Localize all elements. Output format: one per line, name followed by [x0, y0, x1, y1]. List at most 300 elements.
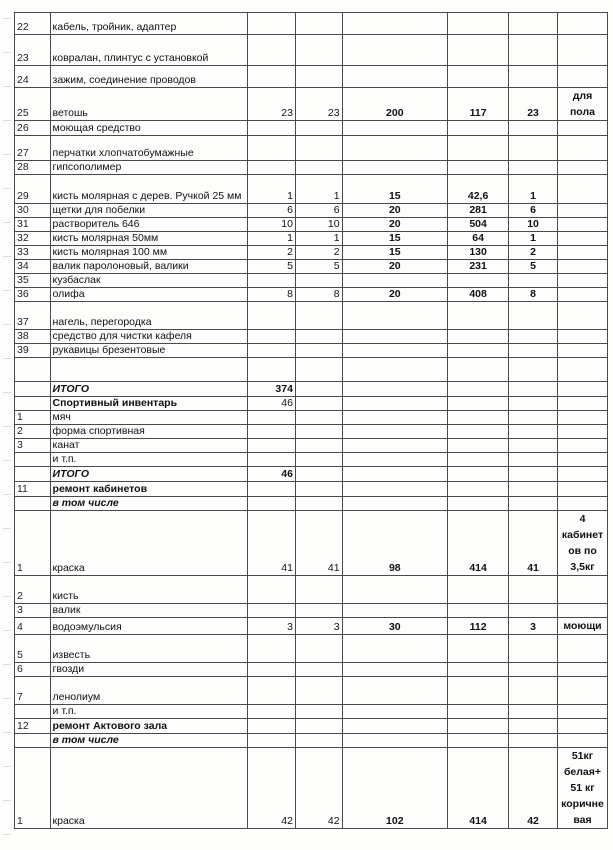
quantity-cell: [248, 411, 296, 425]
quantity-2-cell: [295, 663, 342, 677]
count-cell: 5: [509, 260, 558, 274]
item-name-cell: валик паролоновый, валики: [50, 260, 248, 274]
note-cell: для пола: [557, 88, 607, 121]
table-row: [15, 425, 608, 439]
quantity-cell: 5: [248, 260, 296, 274]
count-cell: [509, 382, 558, 397]
quantity-2-cell: [295, 497, 342, 511]
amount-cell: [448, 705, 509, 719]
binding-edge-marks: [3, 0, 11, 850]
price-cell: 20: [342, 288, 447, 302]
note-cell: [557, 734, 607, 748]
row-number-cell: 28: [15, 161, 51, 175]
row-number-cell: 35: [15, 274, 51, 288]
row-number-cell: 37: [15, 302, 51, 330]
quantity-2-cell: [295, 274, 342, 288]
note-cell: [557, 302, 607, 330]
count-cell: [509, 136, 558, 161]
price-cell: [342, 439, 447, 453]
quantity-2-cell: [295, 604, 342, 618]
table-row: [15, 232, 608, 246]
item-name-cell: мяч: [50, 411, 248, 425]
quantity-2-cell: [295, 425, 342, 439]
item-name-cell: перчатки хлопчатобумажные: [50, 136, 248, 161]
table-row: [15, 274, 608, 288]
count-cell: [509, 677, 558, 705]
price-cell: 30: [342, 618, 447, 635]
note-cell: [557, 635, 607, 663]
note-cell: [557, 397, 607, 411]
count-cell: [509, 604, 558, 618]
note-cell: [557, 467, 607, 482]
row-number-cell: 30: [15, 204, 51, 218]
item-name-cell: и т.п.: [50, 705, 248, 719]
row-number-cell: 23: [15, 35, 51, 66]
note-cell: [557, 35, 607, 66]
price-cell: [342, 677, 447, 705]
row-number-cell: [15, 453, 51, 467]
count-cell: [509, 663, 558, 677]
item-name-cell: [50, 358, 248, 382]
table-row: [15, 66, 608, 88]
quantity-2-cell: [295, 719, 342, 734]
row-number-cell: 6: [15, 663, 51, 677]
row-number-cell: 7: [15, 677, 51, 705]
quantity-2-cell: [295, 439, 342, 453]
quantity-cell: 8: [248, 288, 296, 302]
note-cell: [557, 453, 607, 467]
table-row: [15, 330, 608, 344]
quantity-cell: [248, 121, 296, 136]
quantity-cell: [248, 482, 296, 497]
table-row: [15, 748, 608, 829]
price-cell: [342, 482, 447, 497]
note-cell: [557, 677, 607, 705]
row-number-cell: 3: [15, 439, 51, 453]
item-name-cell: краска: [50, 511, 248, 576]
price-cell: 20: [342, 218, 447, 232]
quantity-2-cell: [295, 35, 342, 66]
amount-cell: 408: [448, 288, 509, 302]
note-cell: [557, 288, 607, 302]
count-cell: [509, 467, 558, 482]
table-row: [15, 635, 608, 663]
table-row: [15, 88, 608, 121]
amount-cell: [448, 453, 509, 467]
count-cell: 23: [509, 88, 558, 121]
count-cell: [509, 635, 558, 663]
note-cell: [557, 497, 607, 511]
item-name-cell: кисть молярная 100 мм: [50, 246, 248, 260]
quantity-cell: [248, 677, 296, 705]
row-number-cell: [15, 734, 51, 748]
price-cell: [342, 467, 447, 482]
amount-cell: [448, 330, 509, 344]
row-number-cell: 38: [15, 330, 51, 344]
quantity-2-cell: 41: [295, 511, 342, 576]
note-cell: [557, 663, 607, 677]
row-number-cell: 24: [15, 66, 51, 88]
count-cell: [509, 705, 558, 719]
item-name-cell: кабель, тройник, адаптер: [50, 13, 248, 35]
row-number-cell: [15, 705, 51, 719]
price-cell: [342, 497, 447, 511]
estimate-table: [14, 12, 608, 829]
note-cell: [557, 161, 607, 175]
item-name-cell: ИТОГО: [50, 382, 248, 397]
count-cell: [509, 161, 558, 175]
amount-cell: [448, 35, 509, 66]
table-row: [15, 161, 608, 175]
item-name-cell: кисть молярная с дерев. Ручкой 25 мм: [50, 175, 248, 204]
price-cell: [342, 358, 447, 382]
price-cell: 102: [342, 748, 447, 829]
price-cell: 20: [342, 204, 447, 218]
amount-cell: [448, 734, 509, 748]
price-cell: [342, 302, 447, 330]
amount-cell: [448, 397, 509, 411]
item-name-cell: нагель, перегородка: [50, 302, 248, 330]
price-cell: [342, 136, 447, 161]
row-number-cell: 11: [15, 482, 51, 497]
row-number-cell: [15, 497, 51, 511]
quantity-2-cell: 6: [295, 204, 342, 218]
quantity-cell: [248, 497, 296, 511]
table-row: [15, 397, 608, 411]
item-name-cell: канат: [50, 439, 248, 453]
row-number-cell: 25: [15, 88, 51, 121]
price-cell: [342, 330, 447, 344]
item-name-cell: в том числе: [50, 734, 248, 748]
note-cell: [557, 66, 607, 88]
quantity-2-cell: [295, 66, 342, 88]
amount-cell: 42,6: [448, 175, 509, 204]
amount-cell: [448, 382, 509, 397]
table-row: [15, 411, 608, 425]
count-cell: [509, 344, 558, 358]
row-number-cell: 26: [15, 121, 51, 136]
price-cell: [342, 397, 447, 411]
count-cell: 10: [509, 218, 558, 232]
price-cell: [342, 604, 447, 618]
note-cell: [557, 382, 607, 397]
item-name-cell: водоэмульсия: [50, 618, 248, 635]
amount-cell: [448, 344, 509, 358]
table-row: [15, 734, 608, 748]
amount-cell: [448, 604, 509, 618]
price-cell: [342, 13, 447, 35]
note-cell: [557, 705, 607, 719]
item-name-cell: в том числе: [50, 497, 248, 511]
count-cell: 3: [509, 618, 558, 635]
amount-cell: [448, 467, 509, 482]
quantity-2-cell: [295, 330, 342, 344]
amount-cell: [448, 274, 509, 288]
count-cell: [509, 576, 558, 604]
quantity-cell: [248, 576, 296, 604]
amount-cell: 414: [448, 748, 509, 829]
table-row: [15, 260, 608, 274]
quantity-2-cell: [295, 635, 342, 663]
count-cell: [509, 66, 558, 88]
price-cell: [342, 382, 447, 397]
amount-cell: [448, 161, 509, 175]
row-number-cell: 31: [15, 218, 51, 232]
quantity-cell: 42: [248, 748, 296, 829]
quantity-2-cell: [295, 397, 342, 411]
table-row: [15, 604, 608, 618]
count-cell: [509, 274, 558, 288]
amount-cell: [448, 13, 509, 35]
quantity-2-cell: [295, 344, 342, 358]
quantity-cell: 2: [248, 246, 296, 260]
price-cell: [342, 453, 447, 467]
price-cell: [342, 734, 447, 748]
price-cell: [342, 635, 447, 663]
amount-cell: 112: [448, 618, 509, 635]
quantity-cell: [248, 136, 296, 161]
table-row: [15, 576, 608, 604]
amount-cell: 414: [448, 511, 509, 576]
amount-cell: [448, 677, 509, 705]
quantity-cell: 41: [248, 511, 296, 576]
note-cell: [557, 232, 607, 246]
note-cell: [557, 218, 607, 232]
row-number-cell: [15, 397, 51, 411]
note-cell: [557, 482, 607, 497]
quantity-2-cell: 3: [295, 618, 342, 635]
quantity-2-cell: [295, 302, 342, 330]
table-row: [15, 663, 608, 677]
price-cell: [342, 425, 447, 439]
row-number-cell: 1: [15, 511, 51, 576]
row-number-cell: 5: [15, 635, 51, 663]
item-name-cell: ИТОГО: [50, 467, 248, 482]
quantity-cell: [248, 66, 296, 88]
table-row: [15, 344, 608, 358]
quantity-2-cell: [295, 467, 342, 482]
amount-cell: [448, 482, 509, 497]
item-name-cell: ковралан, плинтус с установкой: [50, 35, 248, 66]
row-number-cell: [15, 382, 51, 397]
price-cell: [342, 576, 447, 604]
quantity-cell: [248, 663, 296, 677]
row-number-cell: 32: [15, 232, 51, 246]
row-number-cell: [15, 358, 51, 382]
count-cell: 42: [509, 748, 558, 829]
item-name-cell: зажим, соединение проводов: [50, 66, 248, 88]
quantity-cell: 10: [248, 218, 296, 232]
amount-cell: [448, 302, 509, 330]
note-cell: [557, 136, 607, 161]
price-cell: 15: [342, 246, 447, 260]
quantity-2-cell: [295, 705, 342, 719]
quantity-cell: [248, 635, 296, 663]
quantity-2-cell: 1: [295, 175, 342, 204]
quantity-2-cell: 1: [295, 232, 342, 246]
table-row: [15, 246, 608, 260]
quantity-cell: [248, 604, 296, 618]
count-cell: [509, 13, 558, 35]
count-cell: [509, 330, 558, 344]
item-name-cell: и т.п.: [50, 453, 248, 467]
count-cell: 1: [509, 232, 558, 246]
note-cell: [557, 344, 607, 358]
item-name-cell: форма спортивная: [50, 425, 248, 439]
quantity-2-cell: [295, 358, 342, 382]
row-number-cell: [15, 467, 51, 482]
table-row: [15, 204, 608, 218]
count-cell: [509, 734, 558, 748]
quantity-2-cell: 23: [295, 88, 342, 121]
note-cell: [557, 604, 607, 618]
amount-cell: [448, 439, 509, 453]
quantity-cell: 1: [248, 175, 296, 204]
note-cell: [557, 175, 607, 204]
item-name-cell: кисть: [50, 576, 248, 604]
item-name-cell: средство для чистки кафеля: [50, 330, 248, 344]
quantity-2-cell: [295, 136, 342, 161]
note-cell: [557, 260, 607, 274]
quantity-2-cell: [295, 482, 342, 497]
quantity-2-cell: 10: [295, 218, 342, 232]
table-row: [15, 467, 608, 482]
quantity-cell: [248, 719, 296, 734]
quantity-cell: [248, 453, 296, 467]
table-row: [15, 382, 608, 397]
count-cell: [509, 453, 558, 467]
quantity-2-cell: [295, 453, 342, 467]
count-cell: [509, 411, 558, 425]
row-number-cell: 2: [15, 425, 51, 439]
price-cell: [342, 411, 447, 425]
table-row: [15, 358, 608, 382]
quantity-cell: [248, 734, 296, 748]
row-number-cell: 34: [15, 260, 51, 274]
table-row: [15, 511, 608, 576]
item-name-cell: ремонт кабинетов: [50, 482, 248, 497]
count-cell: 6: [509, 204, 558, 218]
note-cell: [557, 274, 607, 288]
amount-cell: 130: [448, 246, 509, 260]
amount-cell: [448, 136, 509, 161]
note-cell: [557, 246, 607, 260]
amount-cell: [448, 411, 509, 425]
price-cell: 200: [342, 88, 447, 121]
amount-cell: 281: [448, 204, 509, 218]
quantity-cell: [248, 274, 296, 288]
table-row: [15, 218, 608, 232]
table-row: [15, 302, 608, 330]
item-name-cell: краска: [50, 748, 248, 829]
item-name-cell: ремонт Актового зала: [50, 719, 248, 734]
quantity-cell: [248, 439, 296, 453]
item-name-cell: щетки для побелки: [50, 204, 248, 218]
note-cell: моющи: [557, 618, 607, 635]
amount-cell: [448, 358, 509, 382]
quantity-cell: 6: [248, 204, 296, 218]
quantity-cell: 374: [248, 382, 296, 397]
note-cell: [557, 719, 607, 734]
note-cell: 4 кабинет ов по 3,5кг: [557, 511, 607, 576]
amount-cell: [448, 576, 509, 604]
amount-cell: 231: [448, 260, 509, 274]
item-name-cell: валик: [50, 604, 248, 618]
note-cell: [557, 439, 607, 453]
amount-cell: 504: [448, 218, 509, 232]
price-cell: [342, 705, 447, 719]
row-number-cell: 29: [15, 175, 51, 204]
price-cell: 98: [342, 511, 447, 576]
price-cell: 15: [342, 232, 447, 246]
price-cell: [342, 161, 447, 175]
table-row: [15, 482, 608, 497]
price-cell: [342, 121, 447, 136]
note-cell: [557, 204, 607, 218]
row-number-cell: 2: [15, 576, 51, 604]
price-cell: [342, 35, 447, 66]
row-number-cell: 1: [15, 748, 51, 829]
note-cell: 51кг белая+ 51 кг коричне вая: [557, 748, 607, 829]
amount-cell: [448, 719, 509, 734]
count-cell: 2: [509, 246, 558, 260]
amount-cell: [448, 635, 509, 663]
note-cell: [557, 13, 607, 35]
price-cell: [342, 274, 447, 288]
quantity-cell: [248, 302, 296, 330]
quantity-2-cell: [295, 734, 342, 748]
table-row: [15, 175, 608, 204]
row-number-cell: 27: [15, 136, 51, 161]
table-row: [15, 121, 608, 136]
amount-cell: 117: [448, 88, 509, 121]
table-row: [15, 13, 608, 35]
item-name-cell: ветошь: [50, 88, 248, 121]
quantity-2-cell: 8: [295, 288, 342, 302]
amount-cell: 64: [448, 232, 509, 246]
quantity-cell: [248, 35, 296, 66]
quantity-cell: [248, 344, 296, 358]
item-name-cell: Спортивный инвентарь: [50, 397, 248, 411]
quantity-2-cell: [295, 677, 342, 705]
item-name-cell: моющая средство: [50, 121, 248, 136]
quantity-2-cell: [295, 382, 342, 397]
price-cell: [342, 66, 447, 88]
table-row: [15, 288, 608, 302]
count-cell: [509, 425, 558, 439]
item-name-cell: гипсополимер: [50, 161, 248, 175]
count-cell: 41: [509, 511, 558, 576]
count-cell: [509, 358, 558, 382]
note-cell: [557, 425, 607, 439]
note-cell: [557, 358, 607, 382]
count-cell: [509, 719, 558, 734]
item-name-cell: олифа: [50, 288, 248, 302]
count-cell: 1: [509, 175, 558, 204]
item-name-cell: гвозди: [50, 663, 248, 677]
count-cell: [509, 482, 558, 497]
price-cell: [342, 344, 447, 358]
price-cell: 20: [342, 260, 447, 274]
item-name-cell: известь: [50, 635, 248, 663]
quantity-2-cell: [295, 576, 342, 604]
table-body: [15, 13, 608, 829]
count-cell: [509, 497, 558, 511]
price-cell: [342, 663, 447, 677]
quantity-cell: [248, 705, 296, 719]
quantity-2-cell: [295, 161, 342, 175]
amount-cell: [448, 425, 509, 439]
